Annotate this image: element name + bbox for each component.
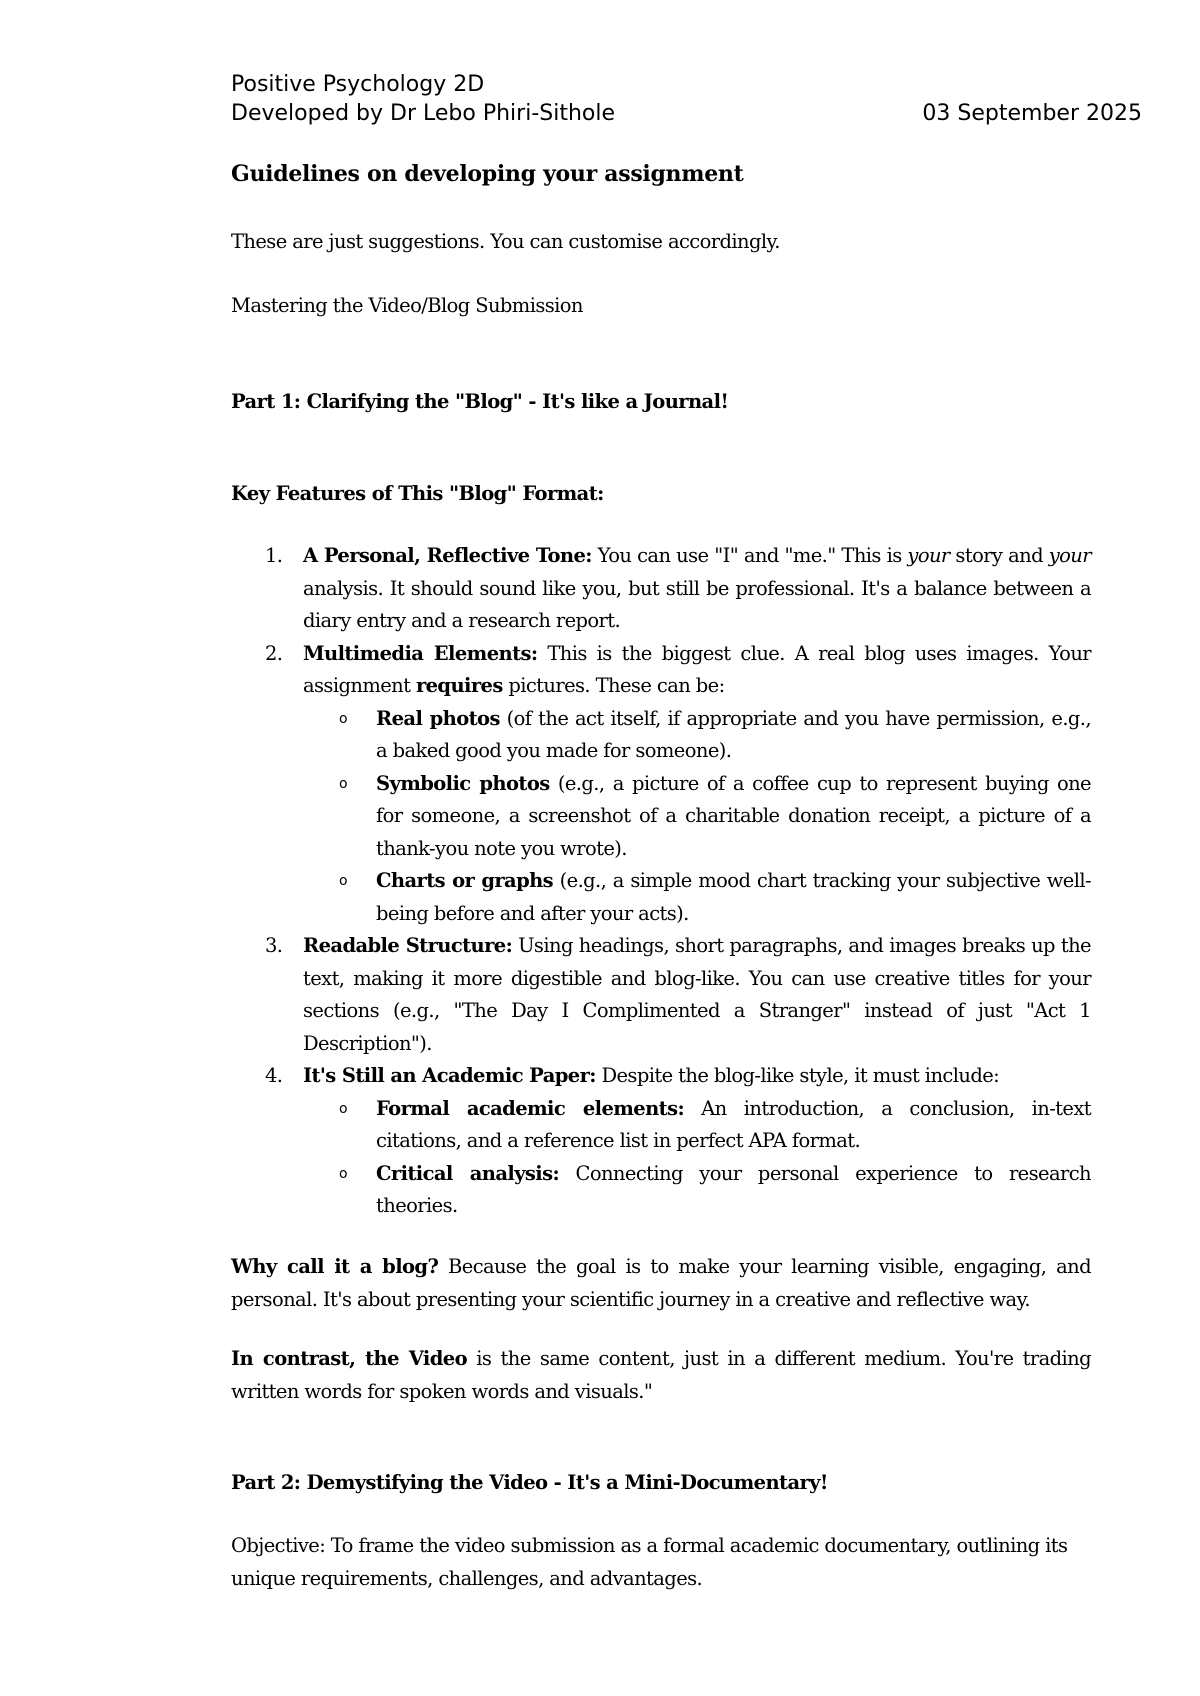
sub-list-item: o Charts or graphs (e.g., a simple mood chart tracking your subjective well-being before and after your acts). xyxy=(231,865,1091,930)
bullet-marker: o xyxy=(339,1165,347,1182)
bullet-marker: o xyxy=(339,710,347,727)
key-features-heading: Key Features of This "Blog" Format: xyxy=(231,482,604,505)
developer-line: Developed by Dr Lebo Phiri-Sithole xyxy=(231,101,616,126)
intro-text: These are just suggestions. You can customise accordingly. xyxy=(231,230,780,253)
document-date: 03 September 2025 xyxy=(922,101,1142,126)
list-item: 2. Multimedia Elements: This is the biggest clue. A real blog uses images. Your assignment requires pictures. These can be: o Real photos (of the act itself, if appropriate and you have permission, e.g., a baked good you made for someone). o Symbolic photos (e.g., a picture of a coffee cup to represent buying one for someone, a screenshot of a charitable donation receipt, a picture of a thank-you note you wrote). o Charts or graphs (e.g., a simple mood chart tracking your subjective well-being before and after your acts). xyxy=(231,638,1091,931)
sub-list-item: o Symbolic photos (e.g., a picture of a coffee cup to represent buying one for someone, a screenshot of a charitable donation receipt, a picture of a thank-you note you wrote). xyxy=(231,768,1091,866)
list-item: 4. It's Still an Academic Paper: Despite the blog-like style, it must include: o Formal academic elements: An introduction, a conclusion, in-text citations, and a reference list in perfect APA format. o Critical analysis: Connecting your personal experience to research theories. xyxy=(231,1060,1091,1223)
sub-list xyxy=(303,1093,1091,1223)
list-item: 3. Readable Structure: Using headings, short paragraphs, and images breaks up the text, making it more digestible and blog-like. You can use creative titles for your sections (e.g., "The Day I Complimented a Stranger" instead of just "Act 1 Description"). xyxy=(265,934,1091,1055)
sub-list-item: o Critical analysis: Connecting your personal experience to research theories. xyxy=(231,1158,1091,1223)
subtitle-text: Mastering the Video/Blog Submission xyxy=(231,294,583,317)
bullet-marker: o xyxy=(339,873,347,889)
list-item: 1. A Personal, Reflective Tone: You can use "I" and "me." This is your story and your analysis. It should sound like you, but still be professional. It's a balance between a diary entry and a research report. xyxy=(265,544,1091,632)
bullet-marker: o xyxy=(339,1100,347,1117)
why-blog-paragraph: Why call it a blog? Because the goal is to make your learning visible, engaging, and personal. It's about presenting your scientific journey in a creative and reflective way. xyxy=(231,1255,1091,1311)
course-name: Positive Psychology 2D xyxy=(231,72,485,97)
part2-heading: Part 2: Demystifying the Video - It's a Mini-Documentary! xyxy=(231,1471,828,1494)
objective-paragraph: Objective: To frame the video submission as a formal academic documentary, outlining its unique requirements, challenges, and advantages. xyxy=(231,1534,1068,1590)
sub-list-item: o Real photos (of the act itself, if appropriate and you have permission, e.g., a baked good you made for someone). xyxy=(231,703,1091,768)
part1-heading: Part 1: Clarifying the "Blog" - It's like a Journal! xyxy=(231,390,729,413)
sub-list xyxy=(303,703,1091,931)
contrast-paragraph: In contrast, the Video is the same content, just in a different medium. You're trading written words for spoken words and visuals." xyxy=(231,1347,1091,1403)
features-list xyxy=(231,540,1091,1223)
document-title: Guidelines on developing your assignment xyxy=(231,161,744,187)
sub-list-item: o Formal academic elements: An introduction, a conclusion, in-text citations, and a reference list in perfect APA format. xyxy=(231,1093,1091,1158)
bullet-marker: o xyxy=(339,775,347,792)
